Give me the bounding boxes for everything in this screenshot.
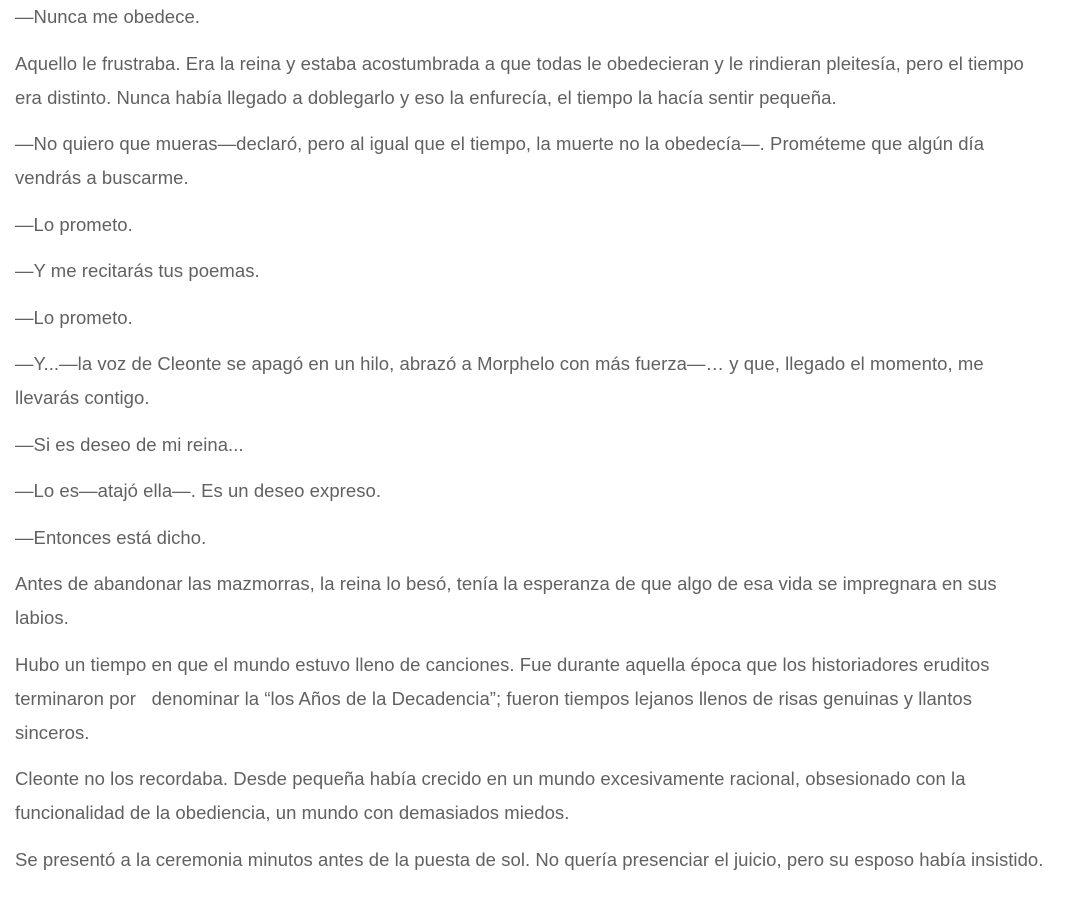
paragraph: Antes de abandonar las mazmorras, la reina lo besó, tenía la esperanza de que algo de esa vida se impregnara en sus labios. xyxy=(15,573,1002,628)
paragraph: Se presentó a la ceremonia minutos antes de la puesta de sol. No quería presenciar el juicio, pero su esposo había insistido. xyxy=(15,848,1044,870)
paragraph: Hubo un tiempo en que el mundo estuvo lleno de canciones. Fue durante aquella época que los historiadores eruditos terminaron por denominar la “los Años de la Decadencia”; fueron tiempos lejanos llenos de risas genuinas y llantos sinceros. xyxy=(15,653,995,743)
paragraph: —No quiero que mueras—declaró, pero al igual que el tiempo, la muerte no la obedecía—. Prométeme que algún día vendrás a buscarme. xyxy=(15,133,990,188)
paragraph: —Lo prometo. xyxy=(15,213,133,235)
paragraph: —Lo prometo. xyxy=(15,306,133,328)
paragraph: —Entonces está dicho. xyxy=(15,526,207,548)
paragraph: —Nunca me obedece. xyxy=(15,6,200,27)
article-body xyxy=(15,0,1045,889)
paragraph: —Y...—la voz de Cleonte se apagó en un hilo, abrazó a Morphelo con más fuerza—… y que, llegado el momento, me llevarás contigo. xyxy=(15,353,989,408)
paragraph: Cleonte no los recordaba. Desde pequeña había crecido en un mundo excesivamente racional, obsesionado con la funcionalidad de la obediencia, un mundo con demasiados miedos. xyxy=(15,768,971,823)
paragraph: Aquello le frustraba. Era la reina y estaba acostumbrada a que todas le obedecieran y le rindieran pleitesía, pero el tiempo era distinto. Nunca había llegado a doblegarlo y eso la enfurecía, el tiempo la hacía sentir pequeña. xyxy=(15,52,1030,108)
paragraph: —Y me recitarás tus poemas. xyxy=(15,260,260,281)
paragraph: —Lo es—atajó ella—. Es un deseo expreso. xyxy=(15,480,382,501)
paragraph: —Si es deseo de mi reina... xyxy=(15,433,244,455)
